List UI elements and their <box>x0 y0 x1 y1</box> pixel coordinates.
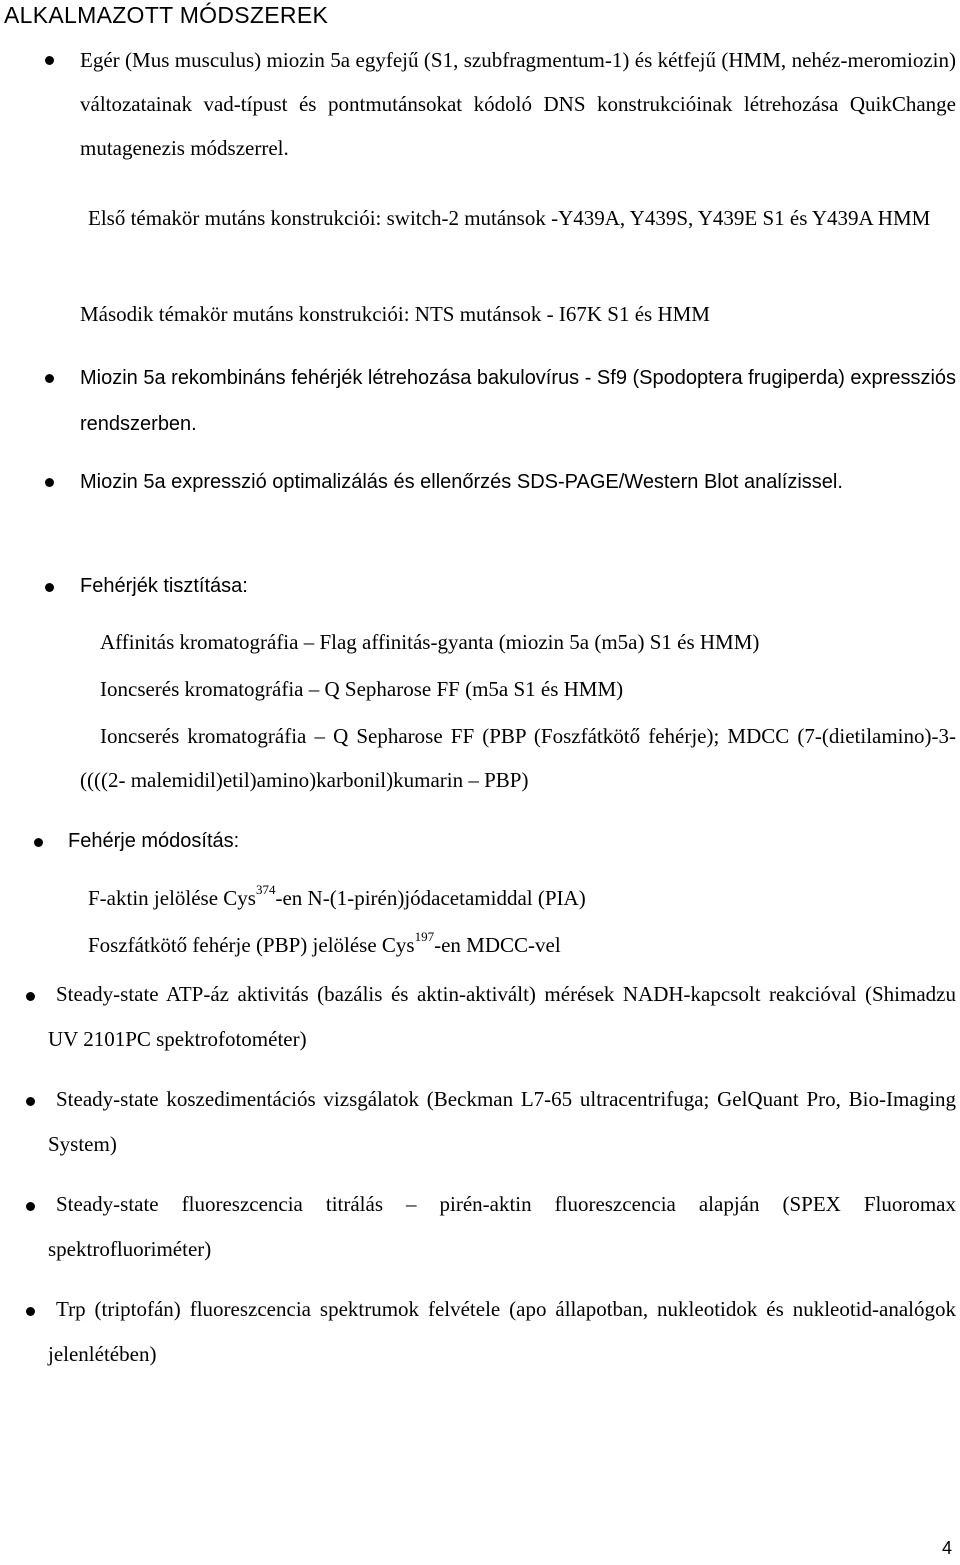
modification-factin <box>88 882 586 911</box>
modification-factin-text-b: -en N-(1-pirén)jódacetamiddal (PIA) <box>275 886 586 910</box>
modification-pbp-residue: 197 <box>414 929 435 944</box>
list-item-cosedimentation: Steady-state koszedimentációs vizsgálatok (Beckman L7-65 ultracentrifuga; GelQuant Pro, Bio-Imaging System) <box>48 1087 956 1156</box>
page-number: 4 <box>941 1538 952 1558</box>
modification-pbp-text-b: -en MDCC-vel <box>434 933 561 957</box>
bullet-icon <box>34 838 43 847</box>
bullet-icon <box>26 1307 35 1316</box>
modification-factin-text-a: F-aktin jelölése Cys <box>88 886 256 910</box>
mutants-second-topic: Második témakör mutáns konstrukciói: NTS mutánsok - I67K S1 és HMM <box>80 302 710 326</box>
list-item-expression-optimization: Miozin 5a expresszió optimalizálás és ellenőrzés SDS-PAGE/Western Blot analízissel. <box>80 471 843 493</box>
list-item-fluorescence-titration: Steady-state fluoreszcencia titrálás – pirén-aktin fluoreszcencia alapján (SPEX Fluoromax spektrofluoriméter) <box>48 1192 956 1261</box>
section-heading: ALKALMAZOTT MÓDSZEREK <box>4 2 329 28</box>
list-item-recombinant-proteins: Miozin 5a rekombináns fehérjék létrehozása bakulovírus - Sf9 (Spodoptera frugiperda) expressziós rendszerben. <box>80 367 957 435</box>
list-item-purification: Fehérjék tisztítása: <box>80 575 248 597</box>
list-item-trp-fluorescence: Trp (triptofán) fluoreszcencia spektrumok felvétele (apo állapotban, nukleotidok és nukleotid-analógok jelenlétében) <box>48 1297 956 1366</box>
list-item-atpase-activity: Steady-state ATP-áz aktivitás (bazális és aktin-aktivált) mérések NADH-kapcsolt reakcióval (Shimadzu UV 2101PC spektrofotométer) <box>48 982 956 1051</box>
bullet-icon <box>45 374 54 383</box>
bullet-icon <box>45 56 54 65</box>
bullet-icon <box>45 583 54 592</box>
bullet-icon <box>45 478 54 487</box>
purification-affinity: Affinitás kromatográfia – Flag affinitás-gyanta (miozin 5a (m5a) S1 és HMM) <box>100 630 760 654</box>
modification-pbp <box>88 929 561 958</box>
purification-ion-exchange-2: Ioncserés kromatográfia – Q Sepharose FF (PBP (Foszfátkötő fehérje); MDCC (7-(dietilamino)-3-((((2- malemidil)etil)amino)karbonil)kumarin – PBP) <box>80 724 956 792</box>
list-item-protein-modification: Fehérje módosítás: <box>68 830 240 852</box>
mutants-first-topic: Első témakör mutáns konstrukciói: switch-2 mutánsok -Y439A, Y439S, Y439E S1 és Y439A HMM <box>88 206 931 230</box>
modification-pbp-text-a: Foszfátkötő fehérje (PBP) jelölése Cys <box>88 933 415 957</box>
list-item-dna-constructs: Egér (Mus musculus) miozin 5a egyfejű (S1, szubfragmentum-1) és kétfejű (HMM, nehéz-meromiozin) változatainak vad-típust és pontmutánsokat kódoló DNS konstrukcióinak létrehozása QuikChange mutagenezis módszerrel. <box>80 48 956 160</box>
purification-ion-exchange-1: Ioncserés kromatográfia – Q Sepharose FF (m5a S1 és HMM) <box>100 677 624 701</box>
bullet-icon <box>26 992 35 1001</box>
modification-factin-residue: 374 <box>255 882 276 897</box>
bullet-icon <box>26 1202 35 1211</box>
bullet-icon <box>26 1097 35 1106</box>
